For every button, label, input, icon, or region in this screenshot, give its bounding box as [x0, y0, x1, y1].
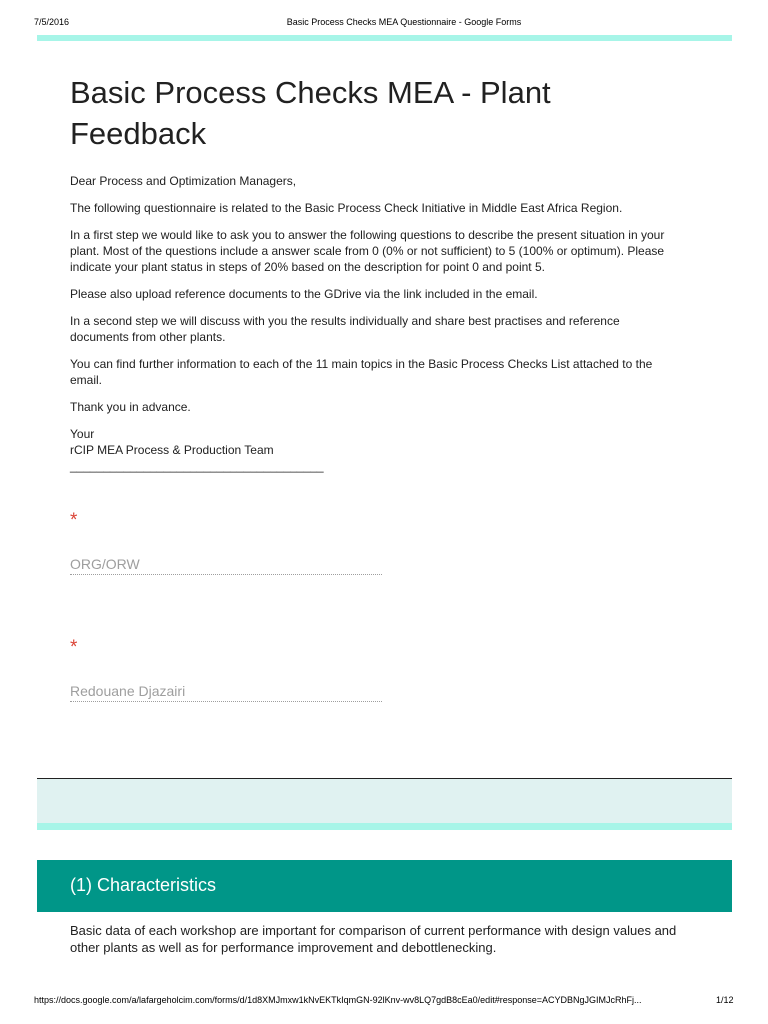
desc-line: email.	[70, 373, 103, 387]
desc-greeting: Dear Process and Optimization Managers,	[70, 174, 297, 188]
answer-field[interactable]: Redouane Djazairi	[70, 683, 382, 702]
required-asterisk: *	[70, 637, 78, 658]
section-header	[37, 860, 732, 912]
desc-thanks: Thank you in advance.	[70, 400, 191, 414]
print-doc-title: Basic Process Checks MEA Questionnaire - Google Forms	[286, 17, 522, 27]
form-description	[70, 173, 710, 485]
desc-line: rCIP MEA Process & Production Team	[70, 443, 274, 457]
section-accent-bar	[37, 823, 732, 830]
section-description	[70, 922, 720, 956]
desc-line: Your	[70, 427, 95, 441]
print-footer	[0, 995, 768, 1009]
desc-paragraph-4	[70, 313, 710, 345]
print-header	[0, 17, 768, 31]
section-desc-line: other plants as well as for performance improvement and debottlenecking.	[70, 940, 497, 955]
section-title: (1) Characteristics	[70, 875, 217, 895]
desc-signature	[70, 426, 710, 474]
desc-line: indicate your plant status in steps of 20% based on the description for point 0 and point 5.	[70, 260, 545, 274]
print-url: https://docs.google.com/a/lafargeholcim.com/forms/d/1d8XMJmxw1kNvEKTkIqmGN-92lKnv-wv8LQ7gdB8cEa0/edit#response=ACYDBNgJGIMJcRhFj...	[34, 995, 642, 1005]
print-page-number: 1/12	[716, 995, 734, 1005]
print-date: 7/5/2016	[34, 17, 70, 27]
question-plant	[70, 511, 382, 575]
desc-line: In a second step we will discuss with you the results individually and share best practises and reference	[70, 314, 620, 328]
required-asterisk: *	[70, 510, 78, 531]
form-title: Basic Process Checks MEA - Plant Feedback	[70, 75, 551, 151]
desc-paragraph-1: The following questionnaire is related to the Basic Process Check Initiative in Middle East Africa Region.	[70, 201, 623, 215]
question-respondent	[70, 638, 382, 702]
desc-line: ______________________________________	[70, 459, 324, 473]
answer-field[interactable]: ORG/ORW	[70, 556, 382, 575]
desc-line: In a first step we would like to ask you to answer the following questions to describe the present situation in your	[70, 228, 665, 242]
form-top-accent-bar	[37, 35, 732, 41]
desc-paragraph-2	[70, 227, 710, 275]
desc-line: documents from other plants.	[70, 330, 226, 344]
desc-line: plant. Most of the questions include a answer scale from 0 (0% or not sufficient) to 5 (100% or optimum). Please	[70, 244, 665, 258]
desc-paragraph-5	[70, 356, 710, 388]
desc-line: You can find further information to each of the 11 main topics in the Basic Process Checks List attached to the	[70, 357, 653, 371]
section-break-panel	[37, 779, 732, 823]
desc-paragraph-3: Please also upload reference documents to the GDrive via the link included in the email.	[70, 287, 538, 301]
section-desc-line: Basic data of each workshop are important for comparison of current performance with design values and	[70, 923, 677, 938]
